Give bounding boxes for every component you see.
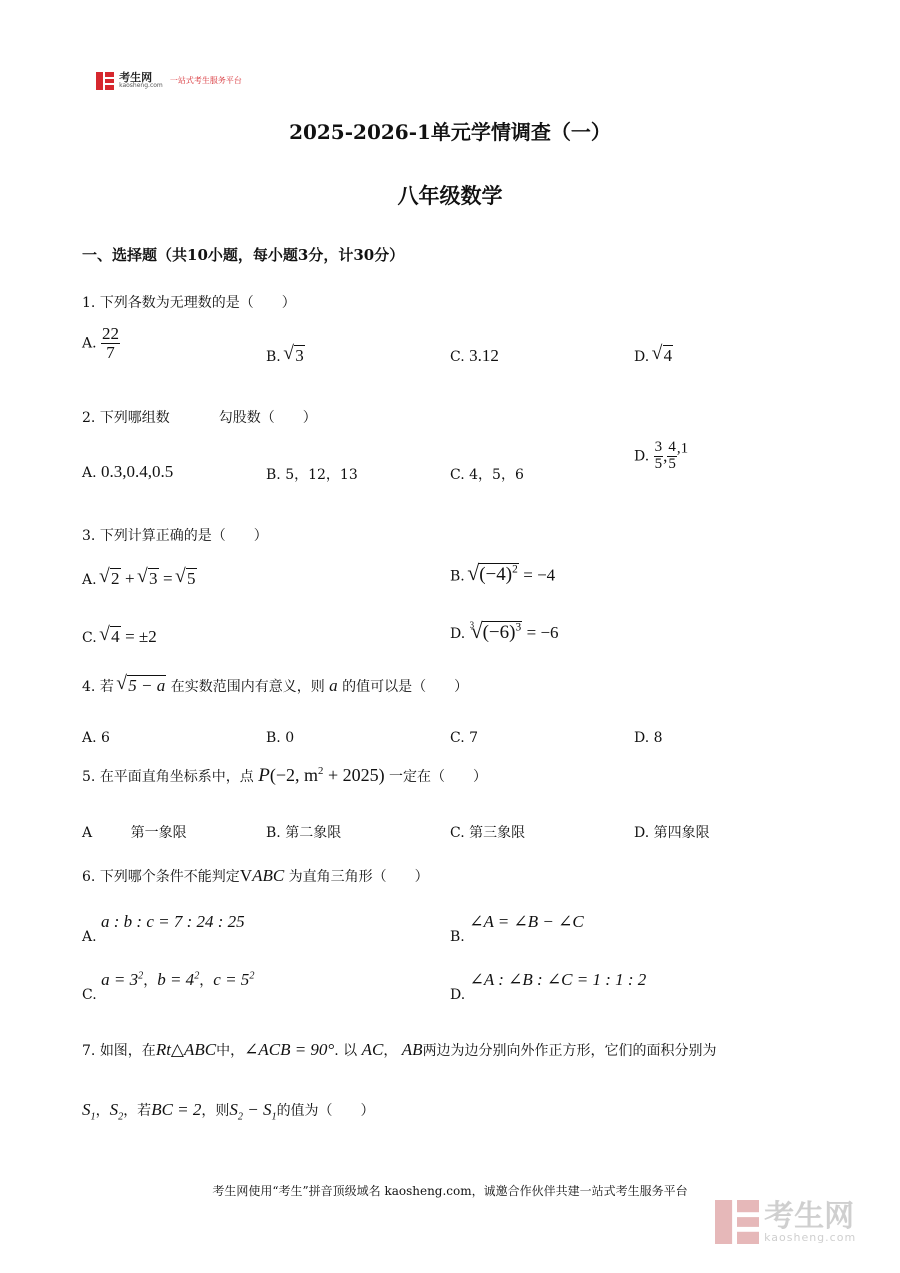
- question-text: ，若: [123, 1103, 152, 1119]
- denominator: 5: [654, 455, 663, 472]
- equation-a: a = 3: [101, 970, 139, 989]
- option-value: 0: [285, 730, 295, 746]
- equation-c: c = 5: [213, 970, 250, 989]
- square-root: [285, 346, 305, 366]
- question-text: 为直角三角形（ ）: [288, 869, 429, 885]
- option-value: 第二象限: [285, 825, 342, 841]
- numerator: 4: [668, 439, 676, 455]
- denominator: 5: [668, 455, 676, 472]
- question-number: 6.: [82, 869, 96, 885]
- radicand: 5 − a: [128, 676, 166, 695]
- option-label: C.: [450, 825, 465, 841]
- option-value: ∠A : ∠B : ∠C = 1 : 1 : 2: [469, 970, 647, 989]
- subscript: 1: [90, 1111, 96, 1123]
- option-label: A: [82, 825, 93, 841]
- option-value: [157, 970, 199, 989]
- fraction: [101, 325, 120, 362]
- triangle-name: ABC: [252, 866, 285, 885]
- header-logo: [96, 70, 242, 90]
- question-4-stem: [82, 676, 468, 696]
- question-1-stem: [82, 292, 296, 312]
- option-label: C.: [450, 730, 465, 746]
- q3-option-b: [450, 564, 555, 586]
- option-label: C.: [450, 467, 465, 483]
- separator: ，: [383, 1043, 398, 1059]
- symbol: S: [109, 1100, 119, 1119]
- q2-option-c: [450, 464, 524, 484]
- logo-domain: kaosheng.com: [119, 82, 163, 89]
- question-text: 下列哪组数: [99, 410, 170, 426]
- question-5-stem: [82, 765, 487, 787]
- option-label: C.: [82, 987, 97, 1003]
- exponent: 2: [512, 564, 518, 576]
- question-text: 在平面直角坐标系中，点: [99, 769, 254, 785]
- angle-expression: ∠ACB = 90°: [244, 1040, 335, 1059]
- option-value: ∠A = ∠B − ∠C: [469, 912, 584, 931]
- q3-option-c: [82, 627, 157, 647]
- option-value: 5，12，13: [285, 467, 358, 483]
- option-label: A.: [82, 929, 97, 945]
- area-s2: [109, 1100, 124, 1123]
- option-value: 0.3,0.4,0.5: [101, 462, 174, 481]
- fraction: [667, 440, 677, 473]
- separator: ，: [199, 973, 214, 989]
- question-text: 的值为（ ）: [276, 1103, 375, 1119]
- q6-option-a: [82, 912, 245, 945]
- question-number: 4.: [82, 679, 96, 695]
- segment-name: AB: [401, 1040, 423, 1059]
- numerator: 22: [102, 324, 120, 343]
- symbol: S: [82, 1100, 91, 1119]
- symbol: S: [262, 1100, 272, 1119]
- cube-root: [473, 622, 523, 644]
- radicand: 3: [295, 346, 304, 365]
- option-value: 4，5，6: [469, 467, 524, 483]
- square-root: [139, 569, 159, 589]
- exponent: 2: [249, 970, 255, 982]
- q5-option-c: [450, 822, 525, 842]
- question-7-stem-continued: [82, 1100, 375, 1122]
- question-3-stem: [82, 525, 268, 545]
- watermark: [715, 1200, 856, 1244]
- question-2-stem: [82, 407, 317, 427]
- q1-option-d: [634, 346, 673, 366]
- radicand: 5: [187, 569, 196, 588]
- option-label: C.: [82, 630, 97, 646]
- q4-option-c: [450, 730, 478, 746]
- option-label: D.: [634, 448, 650, 465]
- operator: =: [162, 569, 173, 588]
- area-difference: [229, 1100, 277, 1123]
- question-text: 一定在（ ）: [389, 769, 488, 785]
- q6-option-b: [450, 912, 584, 945]
- page-subtitle: 八年级数学: [397, 183, 503, 208]
- fraction: [654, 440, 664, 473]
- header-slogan: 一站式考生服务平台: [169, 76, 242, 85]
- question-text: 下列计算正确的是（ ）: [99, 528, 268, 544]
- question-text: 下列各数为无理数的是（ ）: [99, 295, 296, 311]
- option-label: B.: [266, 467, 281, 483]
- square-root: [118, 676, 166, 696]
- subscript: 1: [271, 1111, 277, 1123]
- square-root: [654, 346, 674, 366]
- exponent: 2: [318, 765, 324, 777]
- radicand: 2: [111, 569, 120, 588]
- exponent: 3: [515, 621, 522, 634]
- exponent: 2: [194, 970, 200, 982]
- question-number: 2.: [82, 410, 96, 426]
- kaosheng-logo-icon: [96, 72, 114, 90]
- q1-option-b: [266, 346, 305, 366]
- option-label: B.: [266, 825, 281, 841]
- equation: BC = 2: [151, 1100, 202, 1119]
- variable: a: [329, 676, 338, 695]
- coordinate-text: + 2025): [323, 765, 385, 785]
- option-value: [213, 970, 254, 989]
- option-label: D.: [450, 987, 466, 1003]
- separator: ，: [95, 1103, 110, 1119]
- square-root: [101, 569, 121, 589]
- option-value: = −4: [523, 565, 556, 585]
- option-label: A.: [82, 572, 97, 588]
- option-value: 8: [653, 730, 663, 746]
- kaosheng-watermark-icon: [715, 1200, 759, 1244]
- question-text: 在实数范围内有意义，则: [170, 679, 325, 695]
- logo-text: 考生网: [119, 71, 153, 84]
- option-value: 6: [101, 730, 110, 746]
- page-title: 2025-2026-1单元学情调查（一）: [289, 120, 611, 144]
- q5-option-b: [266, 822, 341, 842]
- option-value: = −6: [526, 623, 559, 642]
- separator: ，: [143, 973, 158, 989]
- option-label: A.: [82, 730, 97, 746]
- page-footer: 考生网使用“考生”拼音顶级域名 kaosheng.com，诚邀合作伙伴共建一站式考生服务平台: [212, 1184, 688, 1198]
- option-label: D.: [450, 626, 466, 642]
- triangle-symbol: V: [239, 866, 253, 885]
- option-value: = ±2: [125, 627, 157, 646]
- q5-option-a: [82, 822, 187, 842]
- q6-option-d: [450, 970, 646, 1003]
- watermark-domain: kaosheng.com: [764, 1230, 857, 1244]
- option-value: 7: [469, 730, 479, 746]
- equation-b: b = 4: [157, 970, 195, 989]
- option-label: B.: [450, 929, 465, 945]
- q4-option-b: [266, 730, 294, 746]
- square-root: [469, 564, 519, 586]
- option-value: 第四象限: [653, 825, 710, 841]
- q1-option-c: [450, 346, 499, 366]
- radicand: 3: [149, 569, 158, 588]
- exponent: 2: [138, 970, 144, 982]
- subscript: 2: [237, 1111, 243, 1123]
- question-text: 下列哪个条件不能判定: [99, 869, 240, 885]
- coordinate-text: (−2, m: [269, 765, 319, 785]
- question-text: 如图，在: [99, 1043, 156, 1059]
- point-coordinates: [270, 765, 385, 785]
- question-text: 的值可以是（ ）: [342, 679, 469, 695]
- question-number: 7.: [82, 1043, 96, 1059]
- q5-option-d: [634, 822, 710, 842]
- q2-option-a: [82, 462, 173, 482]
- q3-option-a: [82, 569, 197, 589]
- denominator: 7: [106, 342, 115, 362]
- watermark-text: 考生网: [764, 1198, 855, 1234]
- radicand: (−6): [482, 622, 516, 643]
- option-value: 第一象限: [130, 825, 187, 841]
- option-value: a : b : c = 7 : 24 : 25: [101, 912, 245, 931]
- option-value: 3.12: [469, 346, 499, 365]
- q6-option-c: [82, 970, 254, 1003]
- question-7-stem: [82, 1040, 717, 1060]
- question-number: 1.: [82, 295, 96, 311]
- segment-name: AC: [361, 1040, 384, 1059]
- question-text: . 以: [334, 1043, 358, 1059]
- q3-option-d: [450, 620, 559, 644]
- q4-option-d: [634, 730, 663, 746]
- q1-option-a: [82, 325, 120, 362]
- option-label: C.: [450, 349, 465, 365]
- subscript: 2: [118, 1111, 124, 1123]
- option-label: B.: [266, 349, 281, 365]
- radicand: 4: [663, 346, 673, 365]
- q4-option-a: [82, 730, 110, 746]
- option-label: D.: [634, 825, 650, 841]
- numerator: 3: [654, 439, 663, 455]
- option-label: D.: [634, 349, 650, 365]
- question-6-stem: [82, 866, 429, 886]
- question-number: 3.: [82, 528, 96, 544]
- option-label: B.: [450, 568, 465, 585]
- option-label: B.: [266, 730, 281, 746]
- root-index: 3: [469, 620, 475, 630]
- question-text: 勾股数（ ）: [218, 410, 317, 426]
- point-name: P: [258, 765, 270, 786]
- radicand: 4: [111, 627, 120, 646]
- symbol: S: [229, 1100, 238, 1119]
- question-text: 两边为边分别向外作正方形，它们的面积分别为: [422, 1043, 717, 1059]
- question-number: 5.: [82, 769, 96, 785]
- square-root: [101, 627, 121, 647]
- radicand: (−4): [479, 564, 513, 586]
- triangle-name: Rt△ABC: [155, 1040, 217, 1059]
- square-root: [177, 569, 197, 589]
- section-heading: 一、选择题（共10小题，每小题3分，计30分）: [82, 246, 405, 264]
- q2-option-d: D. $\frac{3}{5}$ , $\frac{4}{5}$ ,1: [634, 439, 689, 472]
- area-s1: [82, 1100, 96, 1123]
- option-label: D.: [634, 730, 650, 746]
- question-text: 若: [99, 679, 114, 695]
- option-value: ,1: [676, 440, 689, 457]
- option-label: A.: [82, 465, 97, 481]
- question-text: ，则: [201, 1103, 230, 1119]
- option-value: [101, 970, 143, 989]
- option-value: 第三象限: [469, 825, 526, 841]
- operator: +: [124, 569, 135, 588]
- operator: −: [242, 1100, 263, 1119]
- option-label: A.: [82, 335, 97, 352]
- question-text: 中，: [216, 1043, 245, 1059]
- q2-option-b: [266, 464, 358, 484]
